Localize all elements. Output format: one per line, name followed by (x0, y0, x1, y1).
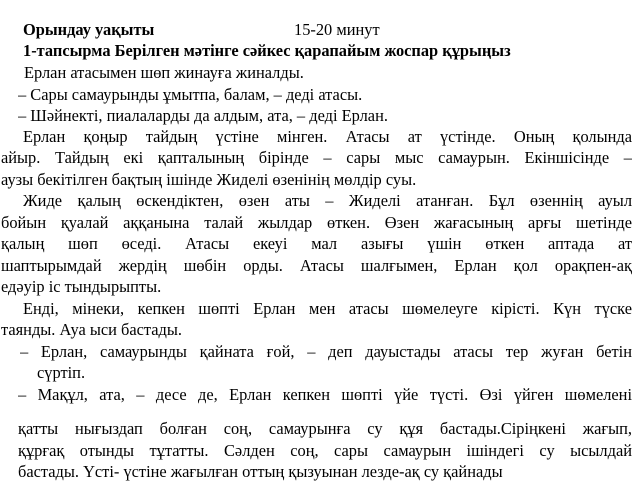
text-line: бойын қуалай аққанына талай жылдар өткен. Өзен жағасының арғы шетінде (1, 213, 632, 232)
text-line: – Шәйнекті, пиалаларды да алдым, ата, – деді Ерлан. (18, 106, 388, 125)
text-line: қалың шөп өседі. Атасы екеуі мал азығы үшін өткен аптада ат (1, 234, 632, 253)
header-time: 15-20 минут (294, 20, 380, 39)
text-line: құрғақ отынды тұтатты. Сәлден соң, сары самаурын ішіндегі су ысылдай (18, 441, 632, 460)
text-line: едәуір іс тындырыпты. (1, 277, 162, 296)
text-line: – Сары самаурынды ұмытпа, балам, – деді атасы. (18, 85, 363, 104)
text-line: – Мақұл, ата, – десе де, Ерлан кепкен шөпті үйе түсті. Өзі үйген шөмелені (18, 385, 632, 404)
text-line: сүртіп. (37, 363, 86, 382)
text-line: – Ерлан, самаурынды қайната ғой, – деп дауыстады атасы тер жуған бетін (20, 342, 632, 361)
text-line: Ерлан қоңыр тайдың үстіне мінген. Атасы ат үстінде. Оның қолында (23, 127, 632, 146)
text-line: Енді, мінеки, кепкен шөпті Ерлан мен атасы шөмелеуге кірісті. Күн түске (23, 299, 632, 318)
header-label: Орындау уақыты (23, 20, 155, 39)
text-line: бастады. Үсті- үстіне жағылған оттың қызуынан лезде-ақ су қайнады (18, 462, 503, 481)
text-line: айыр. Тайдың екі қапталының бірінде – сары мыс самаурын. Екіншісінде – (1, 148, 632, 167)
text-line: аузы бекітілген бақтың ішінде Жиделі өзенінің мөлдір суы. (1, 170, 417, 189)
text-line: шаптырымдай жердің шөбін орды. Атасы шалғымен, Ерлан қол орақпен-ақ (1, 256, 632, 275)
text-line: таянды. Ауа ыси бастады. (1, 320, 183, 339)
text-line: Жиде қалың өскендіктен, өзен аты – Жиделі атанған. Бұл өзеннің ауыл (23, 191, 632, 210)
text-line: Ерлан атасымен шөп жинауға жиналды. (24, 63, 304, 82)
text-line: қатты нығыздап болған соң, самаурынға су құя бастады.Сіріңкені жағып, (18, 419, 632, 438)
task-title: 1-тапсырма Берілген мәтінге сәйкес қарапайым жоспар құрыңыз (23, 41, 511, 60)
